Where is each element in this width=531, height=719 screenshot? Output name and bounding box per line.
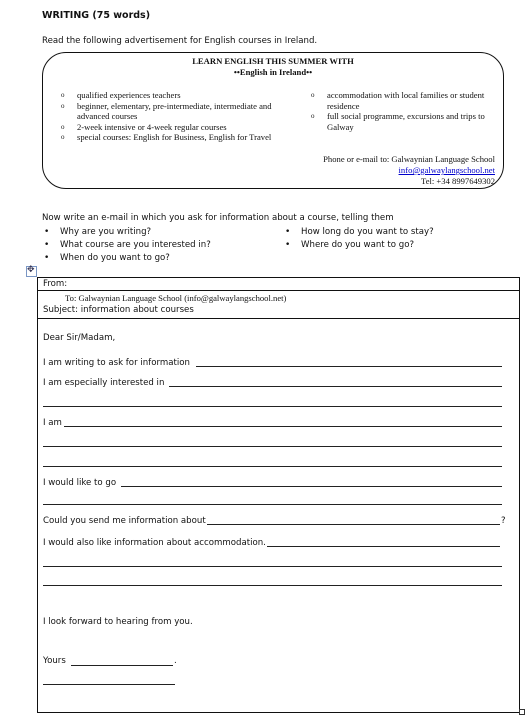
reading-instruction: Read the following advertisement for English courses in Ireland.: [42, 36, 318, 46]
advertisement-box: [42, 52, 504, 189]
from-row[interactable]: [38, 278, 519, 291]
email-form: [37, 277, 520, 713]
signoff-line[interactable]: [71, 665, 173, 666]
ad-feature-item: o accommodation with local families or student residence: [311, 90, 501, 111]
answer-line[interactable]: [43, 504, 502, 505]
guide-question: • Why are you writing?: [42, 226, 282, 239]
ad-subheading: ••English in Ireland••: [233, 67, 313, 77]
prompt-interested: I am especially interested in: [43, 378, 165, 388]
ad-feature-item: o qualified experiences teachers: [61, 90, 281, 101]
guide-question: • When do you want to go?: [42, 252, 282, 265]
ad-features-right: [311, 90, 501, 132]
answer-line[interactable]: [206, 524, 500, 525]
answer-line[interactable]: [196, 366, 502, 367]
signoff-comma: .: [174, 656, 177, 666]
ad-heading: LEARN ENGLISH THIS SUMMER WITH: [192, 56, 354, 66]
answer-line[interactable]: [43, 566, 502, 567]
answer-line[interactable]: [43, 406, 502, 407]
answer-line[interactable]: [266, 546, 500, 547]
email-header: [38, 278, 519, 319]
signoff: Yours: [43, 656, 66, 666]
guide-question: • What course are you interested in?: [42, 239, 282, 252]
answer-line[interactable]: [169, 386, 502, 387]
phone-number: Tel: +34 8997649302: [421, 176, 495, 186]
answer-line[interactable]: [43, 466, 502, 467]
task-instruction: Now write an e-mail in which you ask for information about a course, telling them: [42, 213, 394, 223]
prompt-like-to-go: I would like to go: [43, 478, 117, 488]
email-link[interactable]: info@galwaylangschool.net: [398, 165, 495, 175]
prompt-writing: I am writing to ask for information: [43, 358, 190, 368]
ad-feature-item: o full social programme, excursions and trips to Galway: [311, 111, 501, 132]
worksheet-title: WRITING (75 words): [42, 10, 151, 21]
prompt-accommodation: I would also like information about accommodation.: [43, 538, 266, 548]
from-label: From:: [43, 279, 68, 289]
to-line: To: Galwaynian Language School (info@galwaylangschool.net): [65, 293, 287, 303]
answer-line[interactable]: [121, 486, 502, 487]
prompt-send-info: Could you send me information about: [43, 516, 206, 526]
guide-questions-right: [283, 226, 483, 252]
ad-features-left: [61, 90, 281, 143]
ad-feature-item: o 2-week intensive or 4-week regular courses: [61, 122, 281, 133]
ad-contact: [323, 154, 495, 187]
table-resize-handle-icon[interactable]: [519, 709, 525, 715]
prompt-i-am: I am: [43, 418, 62, 428]
guide-question: • Where do you want to go?: [283, 239, 483, 252]
table-move-handle-icon[interactable]: [26, 266, 37, 277]
name-line[interactable]: [43, 684, 175, 685]
answer-line[interactable]: [43, 446, 502, 447]
answer-line[interactable]: [43, 585, 502, 586]
ad-feature-item: o special courses: English for Business, English for Travel: [61, 132, 281, 143]
salutation: Dear Sir/Madam,: [43, 333, 116, 343]
guide-question: • How long do you want to stay?: [283, 226, 483, 239]
closing-line: I look forward to hearing from you.: [43, 617, 193, 627]
ad-feature-item: o beginner, elementary, pre-intermediate, intermediate and advanced courses: [61, 101, 281, 122]
answer-line[interactable]: [64, 426, 502, 427]
guide-questions-left: [42, 226, 282, 265]
subject-line: Subject: information about courses: [43, 305, 194, 315]
question-mark: ?: [501, 516, 506, 526]
contact-line: Phone or e-mail to: Galwaynian Language School: [323, 154, 495, 164]
